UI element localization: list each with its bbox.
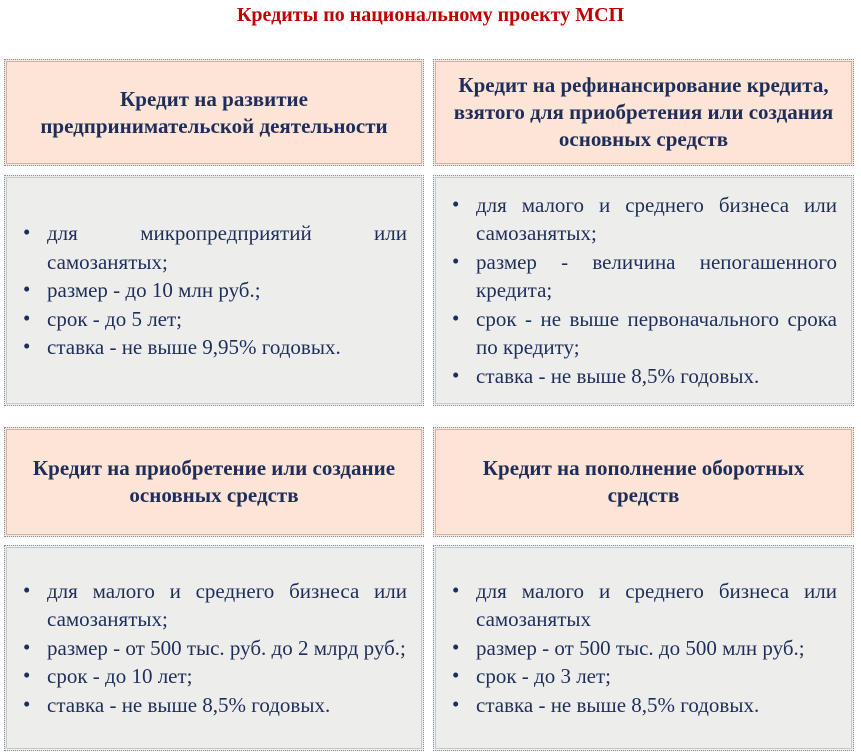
card-1-heading-box [4,59,424,166]
list-item: • для малого и среднего бизнеса или самозанятых [450,577,837,634]
list-item: • срок - до 3 лет; [450,662,837,691]
card-2-body [433,175,854,406]
list-item: • размер - до 10 млн руб.; [21,276,407,305]
list-item: • срок - до 10 лет; [21,662,407,691]
page-title: Кредиты по национальному проекту МСП [236,4,625,26]
card-1-list [21,219,407,362]
card-3-list [21,577,407,720]
list-item: • ставка - не выше 8,5% годовых. [450,362,837,391]
list-item: • для малого и среднего бизнеса или самозанятых; [21,577,407,634]
list-item: • ставка - не выше 9,95% годовых. [21,333,407,362]
card-4-body [433,545,854,751]
card-4-heading-box [433,427,854,537]
list-item: • для малого и среднего бизнеса или самозанятых; [450,191,837,248]
card-2-heading-box [433,59,854,166]
card-3-heading: Кредит на приобретение или создание основных средств [32,456,396,507]
card-1-heading: Кредит на развитие предпринимательской деятельности [40,86,388,138]
list-item: • размер - от 500 тыс. руб. до 2 млрд руб.; [21,634,407,663]
card-2-list [450,191,837,391]
list-item: • срок - до 5 лет; [21,305,407,334]
list-item: • ставка - не выше 8,5% годовых. [21,691,407,720]
card-2-heading: Кредит на рефинансирование кредита, взятого для приобретения или создания основных средств [453,73,834,151]
card-1-body [4,175,424,406]
card-4-list [450,577,837,720]
list-item: • срок - не выше первоначального срока по кредиту; [450,305,837,362]
card-4-heading: Кредит на пополнение оборотных средств [482,456,805,507]
list-item: • ставка - не выше 8,5% годовых. [450,691,837,720]
list-item: • размер - величина непогашенного кредита; [450,248,837,305]
list-item: • для микропредприятий или самозанятых; [21,219,407,276]
list-item: • размер - от 500 тыс. до 500 млн руб.; [450,634,837,663]
card-3-heading-box [4,427,424,537]
card-3-body [4,545,424,751]
